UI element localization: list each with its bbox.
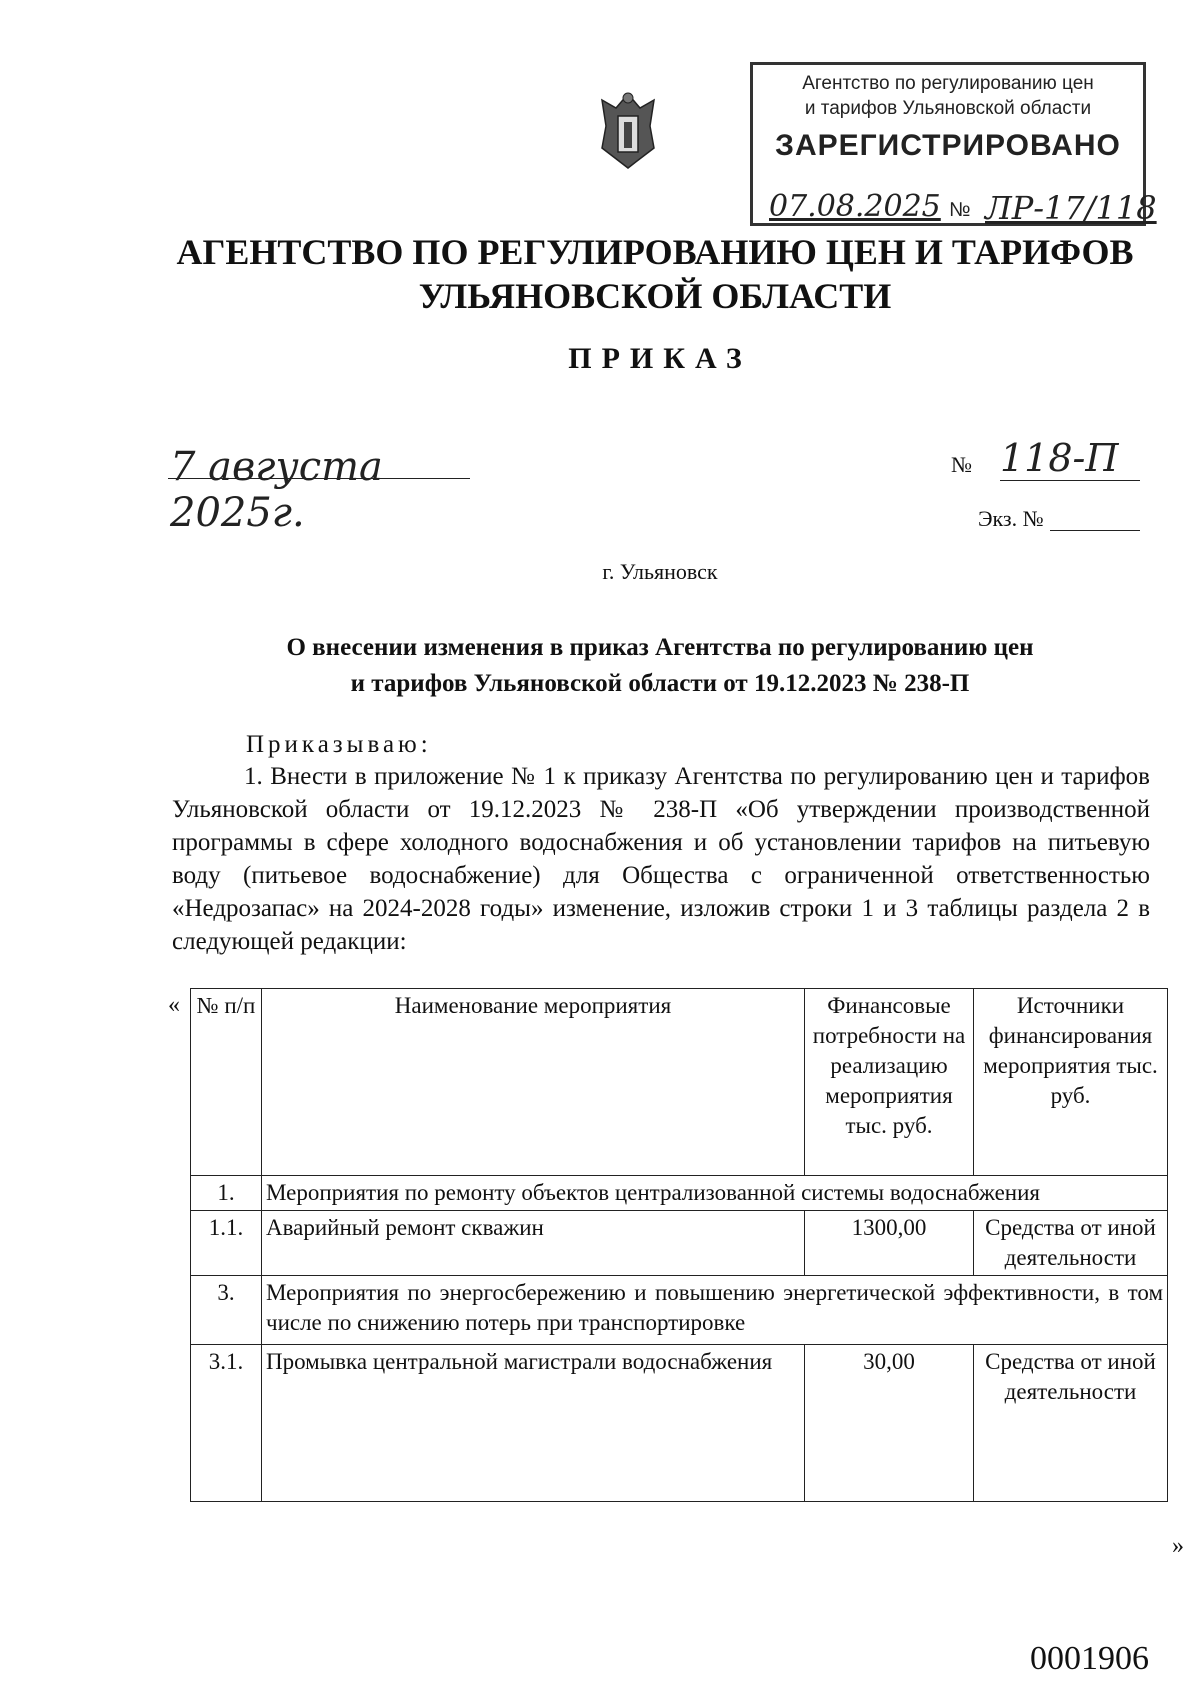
table-row xyxy=(191,1176,1168,1211)
quote-open: « xyxy=(168,992,180,1018)
header-num: № п/п xyxy=(191,989,262,1176)
order-subject xyxy=(0,630,1200,702)
copy-number-label: Экз. № xyxy=(978,506,1044,531)
agency-title xyxy=(0,230,1200,318)
agency-title-line1: АГЕНТСТВО ПО РЕГУЛИРОВАНИЮ ЦЕН И ТАРИФОВ xyxy=(176,232,1134,272)
row-name: Промывка центральной магистрали водоснабжения xyxy=(262,1345,805,1502)
table-row xyxy=(191,1276,1168,1345)
row-source: Средства от иной деятельности xyxy=(974,1345,1168,1502)
coat-of-arms-icon xyxy=(596,86,660,174)
subject-line2: и тарифов Ульяновской области от 19.12.2023 № 238-П xyxy=(350,670,970,697)
row-num: 1. xyxy=(191,1176,262,1211)
row-source: Средства от иной деятельности xyxy=(974,1211,1168,1276)
stamp-agency-line2: и тарифов Ульяновской области xyxy=(804,98,1092,119)
copy-number-blank xyxy=(1050,530,1140,531)
row-finance: 1300,00 xyxy=(805,1211,974,1276)
order-number: 118-П xyxy=(1000,436,1140,481)
document-type: ПРИКАЗ xyxy=(568,342,752,375)
table-row xyxy=(191,1345,1168,1502)
row-name: Аварийный ремонт скважин xyxy=(262,1211,805,1276)
row-name: Мероприятия по ремонту объектов централизованной системы водоснабжения xyxy=(262,1176,1168,1211)
row-finance: 30,00 xyxy=(805,1345,974,1502)
table-header-row xyxy=(191,989,1168,1176)
row-name: Мероприятия по энергосбережению и повышению энергетической эффективности, в том числе по снижению потерь при транспортировке xyxy=(262,1276,1168,1345)
measures-table xyxy=(190,988,1168,1502)
row-num: 3. xyxy=(191,1276,262,1345)
stamp-agency-line1: Агентство по регулированию цен xyxy=(802,73,1094,94)
row-num: 3.1. xyxy=(191,1345,262,1502)
agency-title-line2: УЛЬЯНОВСКОЙ ОБЛАСТИ xyxy=(418,276,892,316)
stamp-number-label: № xyxy=(949,199,971,221)
stamp-number: ЛР-17/118 xyxy=(985,189,1157,227)
registration-stamp xyxy=(750,62,1157,227)
header-finance: Финансовые потребности на реализацию мероприятия тыс. руб. xyxy=(805,989,974,1176)
header-name: Наименование мероприятия xyxy=(262,989,805,1176)
decree-word: Приказываю: xyxy=(246,731,432,758)
row-num: 1.1. xyxy=(191,1211,262,1276)
subject-line1: О внесении изменения в приказ Агентства по регулированию цен xyxy=(286,634,1034,661)
order-date: 7 августа 2025г. xyxy=(170,444,383,536)
serial-number: 0001906 xyxy=(1030,1640,1149,1677)
stamp-registration-line xyxy=(759,189,1157,227)
table-row xyxy=(191,1211,1168,1276)
quote-close: » xyxy=(1172,1533,1184,1559)
header-source: Источники финансирования мероприятия тыс. руб. xyxy=(974,989,1168,1176)
stamp-status: ЗАРЕГИСТРИРОВАНО xyxy=(775,129,1121,162)
city: г. Ульяновск xyxy=(602,559,718,584)
date-underline xyxy=(168,478,470,479)
order-body xyxy=(172,760,1150,958)
order-number-label: № xyxy=(951,452,972,477)
paragraph-1: 1. Внести в приложение № 1 к приказу Агентства по регулированию цен и тарифов Ульяновской области от 19.12.2023 № 238-П «Об утверждении производственной программы в сфере холодного водоснабжения и об установлении тарифов на питьевую воду (питьевое водоснабжение) для Общества с ограниченной ответственностью «Недрозапас» на 2024-2028 годы» изменение, изложив строки 1 и 3 таблицы раздела 2 в следующей редакции: xyxy=(172,763,1150,955)
stamp-date: 07.08.2025 xyxy=(769,189,941,224)
